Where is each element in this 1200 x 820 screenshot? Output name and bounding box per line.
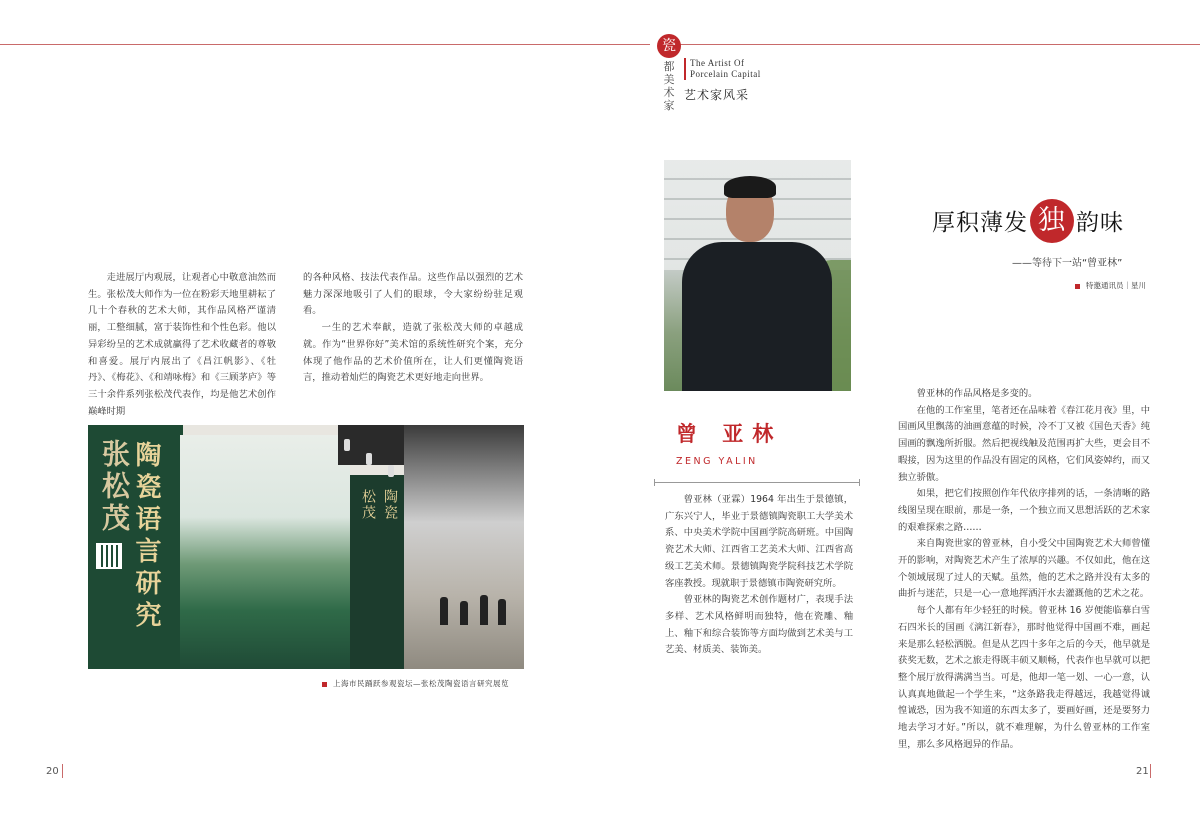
photo-text-title: 陶瓷语言研究 — [131, 441, 161, 633]
headline-dot-char: 独 — [1030, 199, 1074, 243]
paragraph: 一生的艺术奉献，造就了张松茂大师的卓越成就。作为“世界你好”美术馆的系统性研究个案，充分体现了他作品的艺术价值所在，让人们更懂陶瓷语言，推动着灿烂的陶瓷艺术更好地走向世界。 — [303, 322, 523, 384]
artist-name-cn: 曾 亚林 — [676, 421, 783, 446]
paragraph: 曾亚林（亚霖）1964 年出生于景德镇，广东兴宁人，毕业于景德镇陶瓷职工大学美术系、中央美术学院中国画学院高研班。中国陶瓷艺术大师、江西省工艺美术大师、江西省高级工艺美术师。景德镇陶瓷学院科技艺术学院客座教授。现就职于景德镇市陶瓷研究所。 — [665, 494, 853, 589]
artist-name-en: ZENG YALIN — [676, 456, 758, 467]
exhibition-photo — [88, 425, 524, 669]
column-title-cn: 艺术家风采 — [684, 88, 750, 102]
article-subhead: ——等待下一站“曾亚林” — [1012, 258, 1123, 269]
photo-caption — [322, 678, 509, 689]
headline-part: 厚积薄发 — [932, 210, 1028, 236]
brand-char: 都 — [663, 60, 675, 73]
bio-text-column — [665, 492, 853, 659]
paragraph: 来自陶瓷世家的曾亚林，自小受父中国陶瓷艺术大师曾懂开的影响，对陶瓷艺术产生了浓厚的兴趣。不仅如此，他在这个领域展现了过人的天赋。虽然，他的艺术之路并没有太多的曲折与迷茫，只是一心一意地挥洒汗水去灌溉他的艺术之花。 — [898, 538, 1150, 600]
paragraph: 走进展厅内观展，让观者心中敬意油然而生。张松茂大师作为一位在粉彩天地里耕耘了几十个春秋的艺术大师，其作品风格严谨清丽，工整细腻，富于装饰性和个性色彩。他以异彩纷呈的艺术成就赢得了艺术收藏者的尊敬和喜爱。展厅内展出了《昌江帆影》、《牡丹》、《梅花》、《和靖咏梅》和《三顾茅庐》等三十余件系列张松茂代表作，均是他艺术创作巅峰时期 — [88, 272, 276, 417]
paragraph: 曾亚林的作品风格是多变的。 — [916, 388, 1038, 399]
photo-visitor — [480, 595, 488, 625]
header-rule-right — [680, 44, 1200, 45]
portrait-body — [682, 242, 832, 391]
paragraph: 的各种风格、技法代表作品。这些作品以强烈的艺术魅力深深地吸引了人们的眼球，令大家纷纷驻足观看。 — [303, 272, 523, 317]
left-text-column-1 — [88, 270, 276, 420]
photo-visitor — [498, 599, 506, 625]
photo-text-name: 张松茂 — [98, 439, 131, 535]
photo-lamp — [366, 453, 372, 465]
photo-lamp — [344, 439, 350, 451]
paragraph: 每个人都有年少轻狂的时候。曾亚林 16 岁便能临摹白雪石四米长的国画《漓江新春》，那时他觉得中国画不难，画起来是那么轻松洒脱。但是从艺四十多年之后的今天，他早就是获奖无数，艺术之旅走得既丰硕又顺畅，代表作也早就可以把整个展厅放得满满当当。可是，他却一笔一划、一心一意，认认真真地做起一个学生来，“这条路我走得越远，我越觉得诚惶诚恐，因为我不知道的东西太多了，要画好画，还是要努力地去学习才好。”所以，就不难理解，为什么曾亚林的工作室里，那么多风格迥异的作品。 — [898, 605, 1150, 750]
divider-tick — [859, 479, 860, 486]
byline-text: 特邀通讯员｜星川 — [1086, 281, 1146, 290]
page-number-right: 21 — [1136, 766, 1149, 777]
brand-char: 家 — [663, 99, 675, 112]
paragraph: 如果，把它们按照创作年代依序排列的话，一条清晰的路线图呈现在眼前，那是一条，一个独立而又思想活跃的艺术家的艰难探索之路…… — [898, 488, 1150, 533]
photo-visitor — [460, 601, 468, 625]
brand-char: 美 — [663, 73, 675, 86]
column-title-en-line2: Porcelain Capital — [690, 69, 761, 79]
column-title-en — [684, 58, 804, 80]
byline — [1075, 280, 1146, 291]
seal-icon: 瓷 — [657, 34, 681, 58]
name-divider — [654, 482, 860, 483]
byline-square-icon — [1075, 284, 1080, 289]
page-number-tick — [62, 764, 63, 778]
portrait-hair — [724, 176, 776, 198]
left-text-column-2 — [303, 270, 523, 387]
brand-char: 术 — [663, 86, 675, 99]
photo-text-side: 陶瓷 — [382, 489, 398, 521]
photo-visitor — [440, 597, 448, 625]
headline-part: 韵味 — [1076, 210, 1124, 236]
divider-tick — [654, 479, 655, 486]
paragraph: 曾亚林的陶瓷艺术创作题材广，表现手法多样、艺术风格鲜明而独特，他在瓷雕、釉上、釉下和综合装饰等方面均做到艺术美与工艺美、材质美、装饰美。 — [665, 594, 853, 656]
article-headline — [932, 204, 1124, 243]
caption-square-icon — [322, 682, 327, 687]
header-rule-left — [0, 44, 650, 45]
photo-hall — [404, 425, 524, 669]
qr-code-icon — [96, 543, 122, 569]
photo-mural — [180, 435, 350, 669]
caption-text: 上海市民踊跃参观瓷坛—张松茂陶瓷语言研究展览 — [333, 679, 509, 688]
page-number-left: 20 — [46, 766, 59, 777]
photo-text-side: 松茂 — [360, 489, 376, 521]
artist-portrait-photo — [664, 160, 851, 391]
page-number-tick — [1150, 764, 1151, 778]
artist-name-block — [676, 418, 782, 467]
column-title — [684, 58, 804, 103]
brand-vertical — [662, 60, 676, 112]
photo-lamp — [388, 465, 394, 477]
column-title-en-line1: The Artist Of — [690, 58, 745, 68]
right-text-column — [898, 386, 1150, 753]
paragraph: 在他的工作室里，笔者还在品味着《春江花月夜》里，中国画风里飘荡的油画意蕴的时候，冷不丁又被《国色天香》纯国画的飘逸所折服。然后把视线触及范围再扩大些，更会目不暇接，因为这里的作品没有固定的风格，它们风姿婥约，而又独立骄傲。 — [898, 404, 1150, 483]
